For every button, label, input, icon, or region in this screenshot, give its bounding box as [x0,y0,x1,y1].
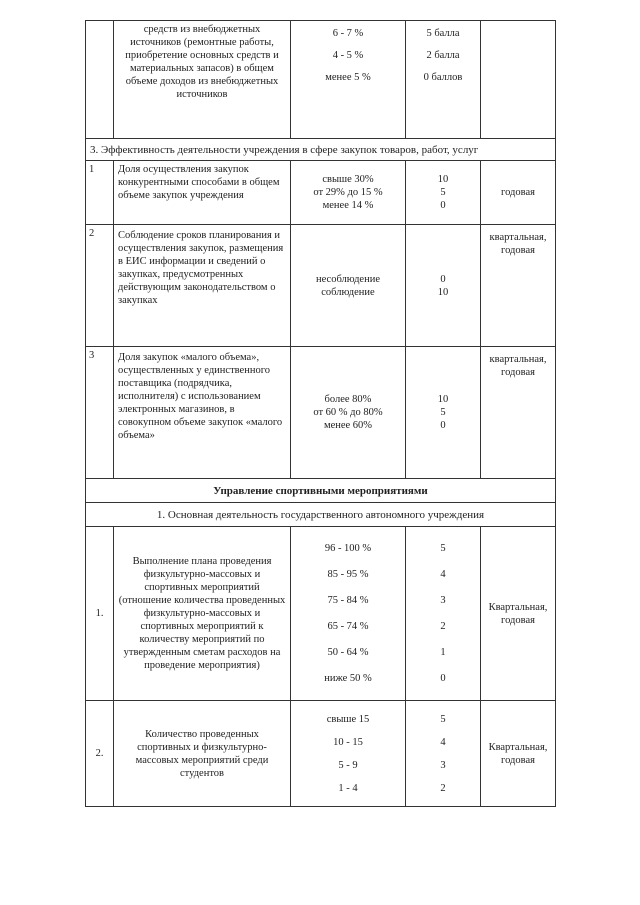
points-item: 1 [440,646,446,658]
value-item: менее 14 % [322,200,374,211]
value-item: ниже 50 % [324,672,372,684]
points-item: 10 [437,174,449,185]
points-item: 5 [440,542,446,554]
criterion-description: Соблюдение сроков планирования и осуществления закупок, размещения в ЕИС информации и сведений о закупках, предусмотренных действующим законодательством о закупках [114,225,291,347]
points-item: 5 балла [426,28,460,39]
criterion-description: Выполнение плана проведения физкультурно-массовых и спортивных мероприятий (отношение количества проведенных физкультурно-массовых и спортивных мероприятий к количеству мероприятий по утвержденным сметам расходов на проведение мероприятия) [114,527,291,701]
row-number: 3 [86,347,114,479]
points-item: 5 [440,713,446,725]
value-item: 6 - 7 % [332,28,364,39]
value-item: 10 - 15 [333,736,363,748]
table-row [86,225,556,347]
row-number: 2 [86,225,114,347]
section-row [86,503,556,527]
value-item: 75 - 84 % [327,594,369,606]
criterion-description: средств из внебюджетных источников (ремонтные работы, приобретение основных средств и материальных запасов) в общем объеме доходов из внебюджетных источников [114,21,291,139]
table-row [86,161,556,225]
points-item: 0 [440,200,446,211]
points-item: 0 [440,420,446,431]
value-item: более 80% [324,394,372,405]
table-row [86,527,556,701]
period-cell [481,21,556,139]
points-cell [406,161,481,225]
points-cell [406,527,481,701]
points-cell [406,21,481,139]
points-item: 10 [437,394,449,405]
value-item: свыше 15 [326,713,370,725]
criterion-description: Доля закупок «малого объема», осуществленных у единственного поставщика (подрядчика, исполнителя) с использованием электронных магазинов, в совокупном объеме закупок «малого объема» [114,347,291,479]
points-item: 2 балла [426,50,460,61]
points-item: 4 [440,736,446,748]
value-cell [291,527,406,701]
points-cell [406,225,481,347]
value-item: от 29% до 15 % [313,187,383,198]
num-cell [86,21,114,139]
criterion-description: Доля осуществления закупок конкурентными способами в общем объеме закупок учреждения [114,161,291,225]
period-cell: квартальная, годовая [481,225,556,347]
row-number: 1 [86,161,114,225]
period-cell: Квартальная, годовая [481,701,556,807]
table-row [86,21,556,139]
value-item: 4 - 5 % [332,50,364,61]
period-cell: годовая [481,161,556,225]
value-item: 85 - 95 % [327,568,369,580]
value-item: 96 - 100 % [324,542,372,554]
value-cell [291,21,406,139]
value-item: 5 - 9 [338,759,358,771]
value-item: несоблюдение [316,273,380,285]
points-item: 5 [440,187,446,198]
value-item: свыше 30% [322,174,374,185]
period-cell: Квартальная, годовая [481,527,556,701]
value-cell [291,347,406,479]
value-cell [291,225,406,347]
value-item: 1 - 4 [338,782,358,794]
points-item: 0 баллов [423,72,463,83]
value-item: от 60 % до 80% [313,407,383,418]
table-row [86,701,556,807]
section-title: 3. Эффективность деятельности учреждения в сфере закупок товаров, работ, услуг [86,139,556,161]
value-cell [291,701,406,807]
value-item: соблюдение [321,286,375,298]
points-item: 10 [437,286,449,298]
section-title: 1. Основная деятельность государственного автономного учреждения [86,503,556,527]
section-row [86,139,556,161]
period-cell: квартальная, годовая [481,347,556,479]
department-header: Управление спортивными мероприятиями [86,479,556,503]
criteria-table [85,20,556,807]
points-item: 4 [440,568,446,580]
table-row [86,347,556,479]
points-item: 5 [440,407,446,418]
section-row [86,479,556,503]
points-item: 3 [440,759,446,771]
row-number: 2. [86,701,114,807]
value-cell [291,161,406,225]
value-item: менее 5 % [325,72,371,83]
points-item: 0 [440,672,446,684]
value-item: 65 - 74 % [327,620,369,632]
points-cell [406,347,481,479]
points-item: 2 [440,620,446,632]
row-number: 1. [86,527,114,701]
value-item: менее 60% [323,420,373,431]
value-item: 50 - 64 % [327,646,369,658]
points-item: 0 [440,273,446,285]
criterion-description: Количество проведенных спортивных и физкультурно-массовых мероприятий среди студентов [114,701,291,807]
points-item: 3 [440,594,446,606]
points-cell [406,701,481,807]
points-item: 2 [440,782,446,794]
